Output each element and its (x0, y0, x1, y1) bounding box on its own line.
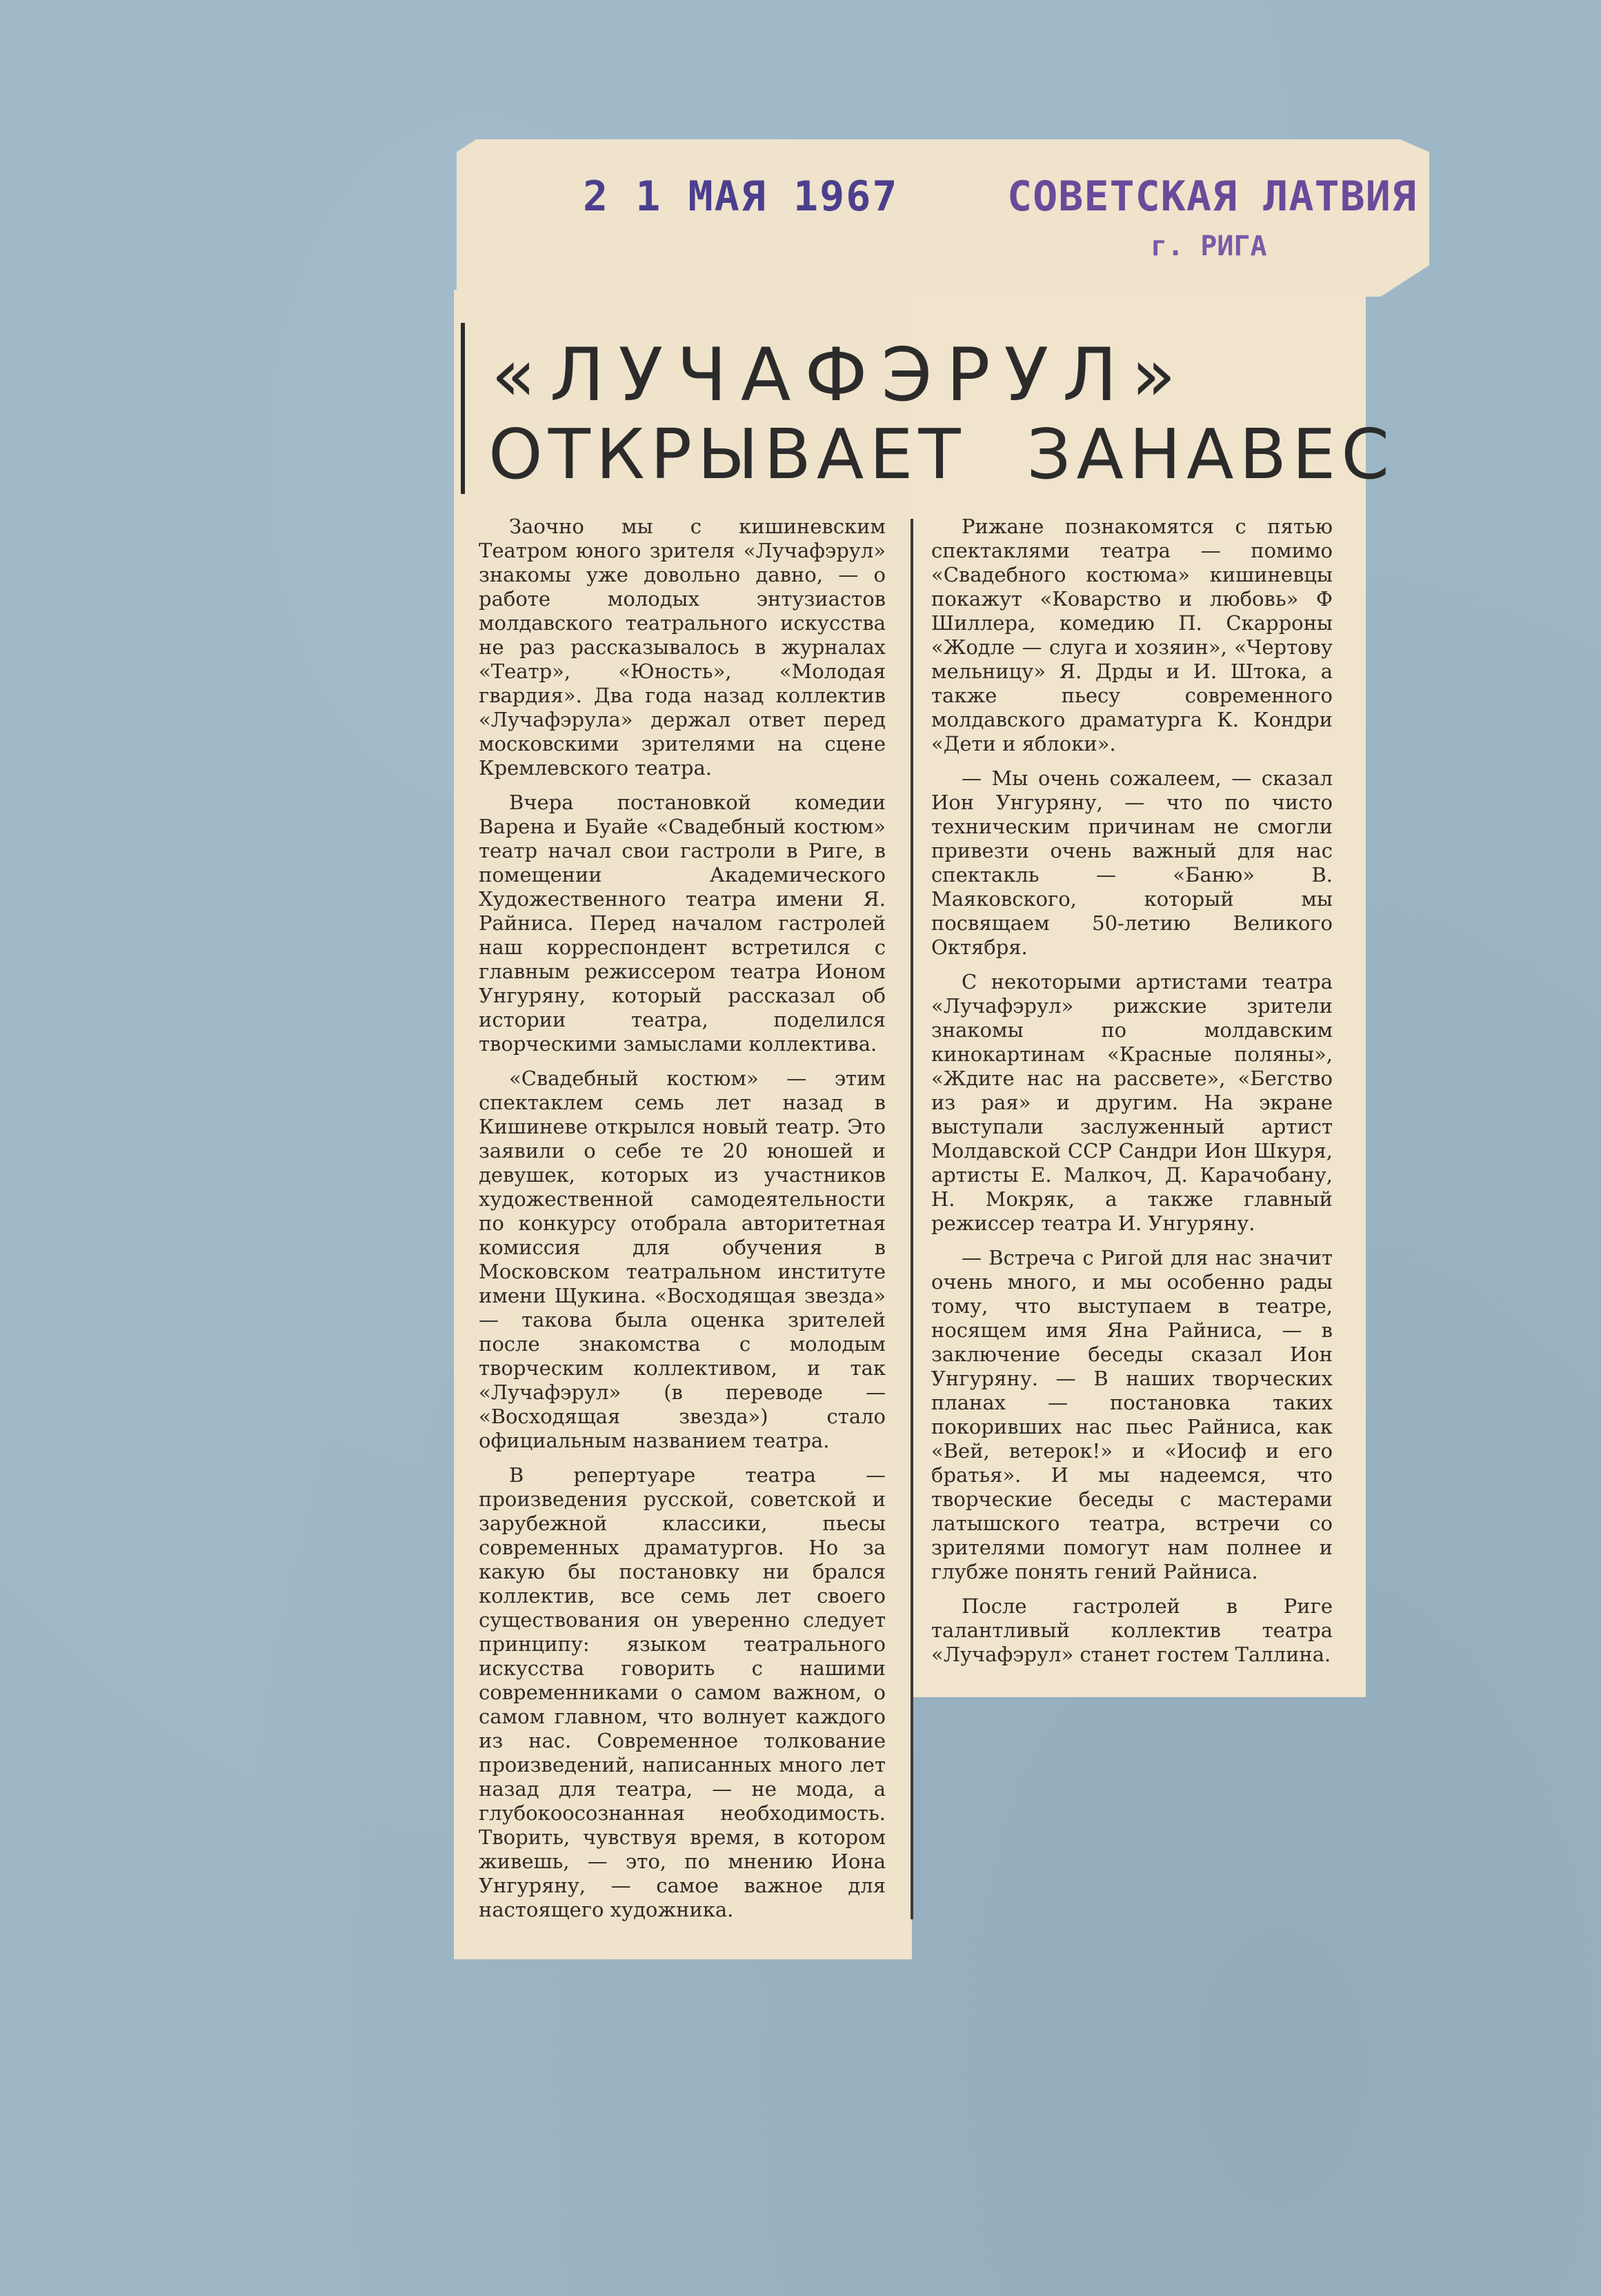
city-stamp: г. РИГА (1151, 230, 1267, 262)
paragraph: — Встреча с Ригой для нас значит очень много, и мы особенно рады тому, что выступаем в театре, носящем имя Яна Райниса, — в заключение беседы сказал Ион Унгуряну. — В наших творческих планах — постановка таких покоривших нас пьес Райниса, как «Вей, ветерок!» и «Иосиф и его братья». И мы надеемся, что творческие беседы с мастерами латышского театра, встречи со зрителями помогут нам полнее и глубже понять гений Райниса. (931, 1246, 1333, 1583)
column-divider (911, 519, 913, 1919)
paragraph: Заочно мы с кишиневским Театром юного зрителя «Лучафэрул» знакомы уже довольно давно, — о работе молодых энтузиастов молдавского театрального искусства не раз рассказывалось в журналах «Театр», «Юность», «Молодая гвардия». Два года назад коллектив «Лучафэрула» держал ответ перед московскими зрителями на сцене Кремлевского театра. (479, 515, 886, 780)
paragraph: Вчера постановкой комедии Варена и Буайе «Свадебный костюм» театр начал свои гастроли в Риге, в помещении Академического Художественного театра имени Я. Райниса. Перед началом гастролей наш корреспондент встретился с главным режиссером театра Ионом Унгуряну, который рассказал об истории театра, поделился творческими замыслами коллектива. (479, 791, 886, 1056)
headline-line-2: ОТКРЫВАЕТ ЗАНАВЕС (488, 414, 1395, 495)
article-column-right (931, 515, 1333, 1688)
article-column-left (479, 515, 886, 1950)
newspaper-stamp: СОВЕТСКАЯ ЛАТВИЯ (1007, 172, 1417, 221)
paragraph: После гастролей в Риге талантливый коллектив театра «Лучафэрул» станет гостем Таллина. (931, 1594, 1333, 1666)
headline-rule (461, 323, 465, 494)
date-stamp: 2 1 МАЯ 1967 (583, 172, 899, 221)
paragraph: — Мы очень сожалеем, — сказал Ион Унгуряну, — что по чисто техническим причинам не смогли привезти очень важный для нас спектакль — «Баню» В. Маяковского, который мы посвящаем 50-летию Великого Октября. (931, 766, 1333, 959)
paragraph: Рижане познакомятся с пятью спектаклями театра — помимо «Свадебного костюма» кишиневцы покажут «Коварство и любовь» Ф Шиллера, комедию П. Скарроны «Жодле — слуга и хозяин», «Чертову мельницу» Я. Дрды и И. Штока, а также пьесу современного молдавского драматурга К. Кондри «Дети и яблоки». (931, 515, 1333, 755)
headline-line-1: «ЛУЧАФЭРУЛ» (491, 333, 1190, 417)
paragraph: В репертуаре театра — произведения русской, советской и зарубежной классики, пьесы современных драматургов. Но за какую бы постановку ни брался коллектив, все семь лет своего существования он уверенно следует принципу: языком театрального искусства говорить с нашими современниками о самом важном, о самом главном, что волнует каждого из нас. Современное толкование произведений, написанных много лет назад для театра, — не мода, а глубокоосознанная необходимость. Творить, чувствуя время, в котором живешь, — это, по мнению Иона Унгуряну, — самое важное для настоящего художника. (479, 1463, 886, 1921)
paragraph: С некоторыми артистами театра «Лучафэрул» рижские зрители знакомы по молдавским кинокартинам «Красные поляны», «Ждите нас на рассвете», «Бегство из рая» и другим. На экране выступали заслуженный артист Молдавской ССР Сандри Ион Шкуря, артисты Е. Малкоч, Д. Карачобану, Н. Мокряк, а также главный режиссер театра И. Унгуряну. (931, 970, 1333, 1235)
paragraph: «Свадебный костюм» — этим спектаклем семь лет назад в Кишиневе открылся новый театр. Это заявили о себе те 20 юношей и девушек, которых из участников художественной самодеятельности по конкурсу отобрала авторитетная комиссия для обучения в Московском театральном институте имени Щукина. «Восходящая звезда» — такова была оценка зрителей после знакомства с молодым творческим коллективом, и так «Лучафэрул» (в переводе — «Восходящая звезда») стало официальным названием театра. (479, 1067, 886, 1452)
